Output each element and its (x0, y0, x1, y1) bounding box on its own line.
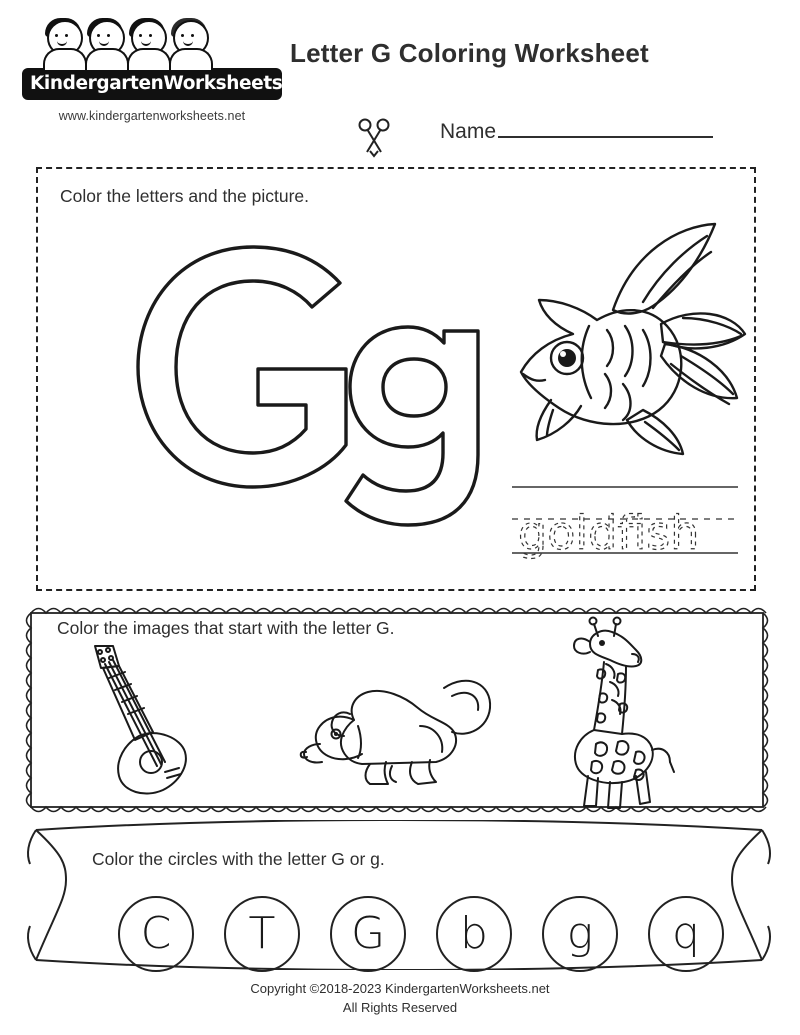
page-header (0, 0, 800, 150)
circle-letter: g (566, 908, 594, 959)
copyright-text: Copyright ©2018-2023 KindergartenWorksheets.net (250, 981, 550, 996)
letter-circle[interactable] (648, 896, 728, 974)
giraffe-illustration (532, 610, 712, 816)
word-tracing-area[interactable] (510, 479, 740, 574)
letter-circle[interactable] (224, 896, 304, 974)
circle-letter: T (248, 908, 276, 959)
letter-circle[interactable] (542, 896, 622, 974)
letter-circles-row (118, 896, 728, 974)
letter-outline-gg (78, 217, 498, 567)
page-footer (0, 980, 800, 1018)
letter-circle[interactable] (436, 896, 516, 974)
goldfish-illustration (493, 214, 753, 464)
section-color-circles (22, 820, 777, 970)
kid-avatar (82, 18, 128, 66)
site-url: www.kindergartenworksheets.net (58, 109, 246, 123)
circle-letter: G (350, 908, 386, 959)
kid-avatar (166, 18, 212, 66)
section2-instruction: Color the images that start with the letter G. (57, 618, 395, 638)
name-field[interactable] (440, 120, 713, 144)
circle-letter: b (460, 908, 488, 959)
guitar-illustration (67, 640, 217, 800)
kid-avatar (124, 18, 170, 66)
circle-letter: q (672, 908, 700, 959)
trace-word: goldfish (518, 506, 700, 560)
logo-text: KindergartenWorksheets.net (30, 73, 323, 94)
letter-circle[interactable] (330, 896, 410, 974)
section-color-images (22, 604, 772, 816)
logo-banner (22, 68, 323, 100)
scissors-icon (352, 118, 396, 158)
section1-instruction: Color the letters and the picture. (60, 186, 310, 206)
rights-text: All Rights Reserved (342, 999, 458, 1015)
kid-avatar (40, 18, 86, 66)
kids-illustration (40, 18, 282, 66)
name-blank-line[interactable] (498, 122, 713, 138)
circle-letter: C (140, 908, 172, 959)
name-label: Name (440, 120, 497, 143)
section-color-letters (36, 167, 756, 591)
section3-instruction: Color the circles with the letter G or g. (92, 849, 385, 869)
site-logo[interactable] (22, 18, 323, 123)
dog-illustration (292, 652, 502, 792)
letter-circle[interactable] (118, 896, 198, 974)
page-title: Letter G Coloring Worksheet (290, 38, 649, 68)
